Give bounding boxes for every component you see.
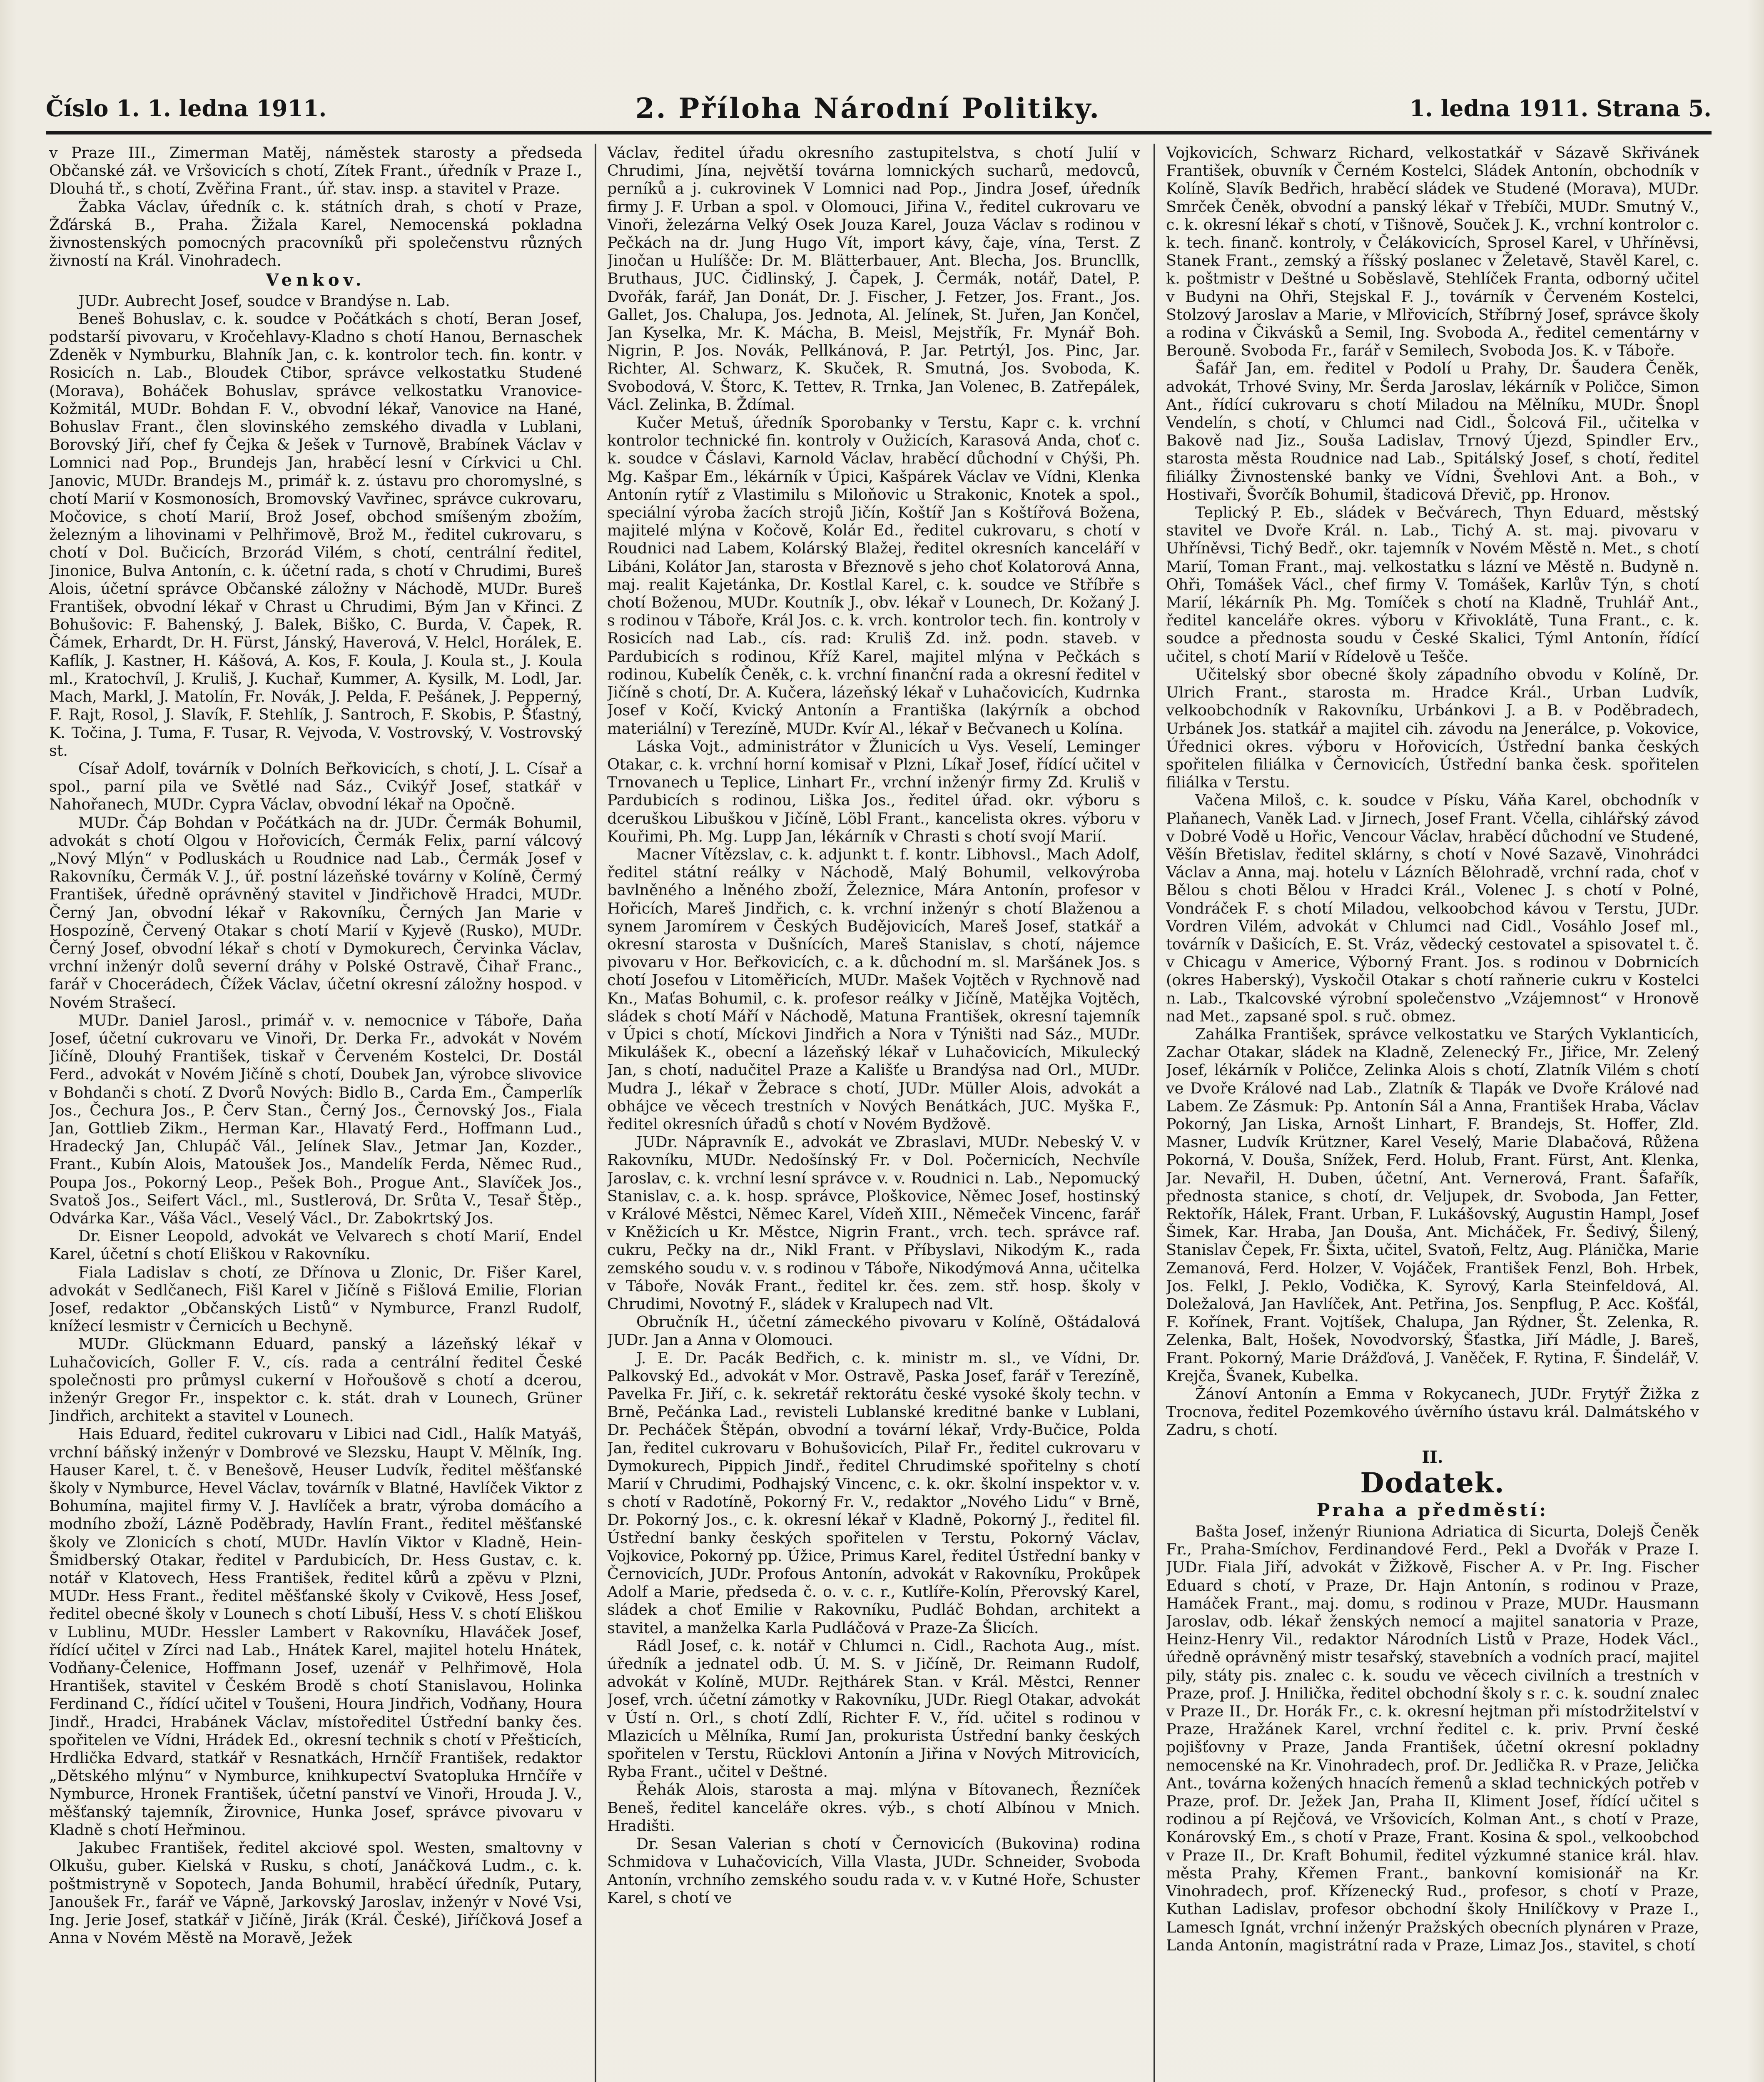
column-2 (607, 144, 1140, 2082)
paragraph: Císař Adolf, továrník v Dolních Beřkovicích, s chotí, J. L. Císař a spol., parní pila ve Světlé nad Sáz., Cvikýř Josef, statkář v Nahořanech, MUDr. Cypra Václav, obvodní lékař na Opočně. (49, 759, 582, 814)
column-1 (49, 144, 582, 2082)
paragraph: Beneš Bohuslav, c. k. soudce v Počátkách s chotí, Beran Josef, podstarší pivovaru, v Kročehlavy-Kladno s chotí Hanou, Bernaschek Zdeněk v Nymburku, Blahník Jan, c. k. kontrolor tech. fin. kontr. v Rosicích n. Lab., Bloudek Ctibor, správce velkostatku Studené (Morava), Boháček Bohuslav, správce velkostatku Vranovice-Kožmitál, MUDr. Bohdan F. V., obvodní lékař, Vanovice na Hané, Bohuslav Frant., člen slovinského zemského divadla v Lublani, Borovský Jiří, chef fy Čejka & Ješek v Turnově, Brabínek Václav v Lomnici nad Pop., Brundejs Jan, hraběcí lesní v Církvici u Chl. Janovic, MUDr. Brandejs M., primář k. z. ústavu pro choromyslné, s chotí Marií v Kosmonosích, Bromovský Vavřinec, správce cukrovaru, Močovice, s chotí Marií, Brož Josef, obchod smíšeným zbožím, železným a lihovinami v Pelhřimově, Brož M., ředitel cukrovaru, s chotí v Dol. Bučicích, Brzorád Vilém, s chotí, centrální ředitel, Jinonice, Bulva Antonín, c. k. účetní rada, s chotí v Chrudimi, Bureš Alois, účetní správce Občanské záložny v Náchodě, MUDr. Bureš František, obvodní lékař v Chrast u Chrudimi, Bým Jan v Křinci. Z Bohušovic: F. Bahenský, J. Balek, Biško, C. Burda, V. Čapek, R. Čámek, Erhardt, Dr. H. Fürst, Jánský, Haverová, V. Helcl, Horálek, E. Kaflík, J. Kastner, H. Kášová, A. Kos, F. Koula, J. Koula st., J. Koula ml., Kratochvíl, J. Kruliš, J. Kuchař, Kummer, A. Kysilk, M. Lodl, Jar. Mach, Markl, J. Matolín, Fr. Novák, J. Pelda, F. Pešánek, J. Pepperný, F. Rajt, Rosol, J. Slavík, F. Stehlík, J. Santroch, F. Skobis, P. Šťastný, K. Točina, J. Tuma, F. Tusar, R. Vejvoda, V. Vostrovský, V. Vostrovský st. (49, 309, 582, 760)
header-supplement-title: 2. Příloha Národní Politiky. (635, 92, 1101, 125)
paragraph: MUDr. Glückmann Eduard, panský a lázeňský lékař v Luhačovicích, Goller F. V., cís. rada a centrální ředitel České společnosti pro průmysl cukerní v Hořoušově s chotí a dcerou, inženýr Gregor Fr., inspektor c. k. stát. drah v Lounech, Grüner Jindřich, architekt a stavitel v Lounech. (49, 1335, 582, 1425)
paragraph: Rádl Josef, c. k. notář v Chlumci n. Cidl., Rachota Aug., míst. úředník a jednatel odb. Ú. M. S. v Jičíně, Dr. Reimann Rudolf, advokát v Kolíně, MUDr. Rejthárek Stan. v Král. Městci, Renner Josef, vrch. účetní zámotky v Rakovníku, JUDr. Riegl Otakar, advokát v Ústí n. Orl., s chotí Zdlí, Richter F. V., říd. učitel s rodinou v Mlazicích u Mělníka, Rumí Jan, prokurista Ústřední banky českých spořitelen v Terstu, Rücklovi Antonín a Jiřina v Nových Mitrovicích, Ryba Frant., učitel v Deštné. (607, 1636, 1140, 1781)
section-subheading: Praha a předměstí: (1316, 1499, 1549, 1520)
column-rule (595, 144, 596, 2082)
paragraph: Jakubec František, ředitel akciové spol. Westen, smaltovny v Olkušu, guber. Kielská v Rusku, s chotí, Janáčková Ludm., c. k. poštmistryně v Sopotech, Janda Bohumil, hraběcí úředník, Putary, Janoušek Fr., farář ve Vápně, Jarkovský Jaroslav, inženýr v Nové Vsi, Ing. Jerie Josef, statkář v Jičíně, Jirák (Král. České), Jiříčková Josef a Anna v Novém Městě na Moravě, Ježek (49, 1839, 582, 1947)
paragraph: Láska Vojt., administrátor v Žlunicích u Vys. Veselí, Leminger Otakar, c. k. vrchní horní komisař v Plzni, Líkař Josef, řídící učitel v Trnovanech u Teplice, Linhart Fr., vrchní inženýr firmy Zd. Kruliš v Pardubicích s rodinou, Liška Jos., ředitel úřad. okr. výboru s dceruškou Libuškou v Jičíně, Löbl Frant., kancelista okres. výboru v Kouřimi, Ph. Mg. Lupp Jan, lékárník v Chrasti s chotí svojí Marií. (607, 737, 1140, 845)
paragraph: J. E. Dr. Pacák Bedřich, c. k. ministr m. sl., ve Vídni, Dr. Palkovský Ed., advokát v Mor. Ostravě, Paska Josef, farář v Terezíně, Pavelka Fr. Jiří, c. k. sekretář rektorátu české vysoké školy techn. v Brně, Pečánka Lad., revisteli Lublanské kreditné banke v Lublani, Dr. Pecháček Štěpán, obvodní a tovární lékař, Vrdy-Bučice, Polda Jan, ředitel cukrovaru v Bohušovicích, Pilař Fr., ředitel cukrovaru v Dymokurech, Pippich Jindř., ředitel Chrudimské spořitelny s chotí Marií v Chrudimi, Podhajský Vincenc, c. k. okr. školní inspektor v. v. s chotí v Radotíně, Pokorný Fr. V., redaktor „Nového Lidu“ v Brně, Dr. Pokorný Jos., c. k. okresní lékař v Kladně, Pokorný J., ředitel fil. Ústřední banky českých spořitelen v Terstu, Pokorný Václav, Vojkovice, Pokorný pp. Úžice, Primus Karel, ředitel Ústřední banky v Černovicích, JUDr. Profous Antonín, advokát v Rakovníku, Prokůpek Adolf a Marie, předseda č. o. v. c. r., Kutlíře-Kolín, Přerovský Karel, sládek a choť Emilie v Rakovníku, Pudláč Bohdan, architekt a stavitel, a manželka Karla Pudláčová v Praze-Za Šlicích. (607, 1349, 1140, 1637)
paragraph: JUDr. Aubrecht Josef, soudce v Brandýse n. Lab. (78, 291, 450, 310)
header-page-number: 1. ledna 1911. Strana 5. (1409, 95, 1712, 122)
paragraph: Řehák Alois, starosta a maj. mlýna v Bítovanech, Řezníček Beneš, ředitel kanceláře okres. výb., s chotí Albínou v Mnich. Hradišti. (607, 1781, 1140, 1835)
section-number: II. (1422, 1447, 1443, 1467)
paragraph: JUDr. Nápravník E., advokát ve Zbraslavi, MUDr. Nebeský V. v Rakovníku, MUDr. Nedošínský Fr. v Dol. Počernicích, Nechvíle Jaroslav, c. k. vrchní lesní správce v. v. Roudnici n. Lab., Nepomucký Stanislav, c. a. k. hosp. správce, Ploškovice, Němec Josef, hostinský v Králové Městci, Němec Karel, Vídeň XIII., Němeček Vincenc, farář v Kněžicích u Kr. Městce, Nigrin Frant., vrch. tech. správce raf. cukru, Pečky na dr., Nikl Frant. v Příbyslavi, Nikodým K., rada zemského soudu v. v. s rodinou v Táboře, Nikodýmová Anna, učitelka v Táboře, Novák Frant., ředitel kr. čes. zem. stř. hosp. školy v Chrudimi, Novotný F., sládek v Kralupech nad Vlt. (607, 1133, 1140, 1313)
paragraph: Šafář Jan, em. ředitel v Podolí u Prahy, Dr. Šaudera Čeněk, advokát, Trhové Sviny, Mr. Šerda Jaroslav, lékárník v Poličce, Simon Ant., řídící cukrovaru s chotí Miladou na Mělníku, MUDr. Šnopl Vendelín, s chotí, v Chlumci nad Cidl., Šolcová Fil., učitelka v Bakově nad Jiz., Souša Ladislav, Trnový Újezd, Spindler Erv., starosta města Roudnice nad Lab., Spitálský Josef, s chotí, ředitel filiálky Živnostenské banky ve Vídni, Švehlovi Ant. a Boh., v Hostivaři, Švorčík Bohumil, štadicová Dřevič, pp. Hronov. (1166, 359, 1699, 503)
column-3 (1166, 144, 1699, 2082)
paragraph: Vačena Miloš, c. k. soudce v Písku, Váňa Karel, obchodník v Plaňanech, Vaněk Lad. v Jirnech, Josef Frant. Včella, cihlářský závod v Dobré Vodě u Hořic, Vencour Václav, hraběcí důchodní ve Studené, Věšín Břetislav, ředitel sklárny, s chotí v Nové Sazavě, Vinohrádci Václav a Anna, maj. hotelu v Lázních Bělohradě, vrchní rada, choť v Bělou s choti Bělou v Hradci Král., Volenec J. s chotí v Polné, Vondráček F. s chotí Miladou, velkoobchod kávou v Terstu, JUDr. Vordren Vilém, advokát v Chlumci nad Cidl., Vosáhlo Josef ml., továrník v Dašicích, E. St. Vráz, vědecký cestovatel a spisovatel t. č. v Chicagu v Americe, Výborný Frant. Jos. s rodinou v Dobrnicích (okres Haberský), Vyskočil Otakar s chotí raňnerie cukru v Kostelci n. Lab., Tkalcovské výrobní společenstvo „Vzájemnost“ v Hronově nad Met., zapsané spol. s ruč. obmez. (1166, 791, 1699, 1025)
paragraph: Teplický P. Eb., sládek v Bečvárech, Thyn Eduard, městský stavitel ve Dvoře Král. n. Lab., Tichý A. st. maj. pivovaru v Uhříněvsi, Tichý Bedř., okr. tajemník v Novém Městě n. Met., s chotí Marií, Toman Frant., maj. velkostatku s lázní ve Městě n. Budyně n. Ohři, Tomášek Václ., chef firmy V. Tomášek, Karlův Týn, s chotí Marií, lékárník Ph. Mg. Tomíček s chotí na Kladně, Truhlář Ant., ředitel kanceláře okres. výboru v Křivoklátě, Tuna Frant., c. k. soudce a přednosta soudu v České Skalici, Týml Antonín, řídící učitel, s chotí Marií v Rídelově u Tešče. (1166, 503, 1699, 665)
paragraph: Zahálka František, správce velkostatku ve Starých Vyklanticích, Zachar Otakar, sládek na Kladně, Zelenecký Fr., Jiřice, Mr. Zelený Josef, lékárník v Poličce, Zelinka Alois s chotí, Zlatník Vilém s chotí ve Dvoře Králové nad Lab., Zlatník & Tlapák ve Dvoře Králové nad Labem. Ze Zásmuk: Pp. Antonín Sál a Anna, František Hraba, Václav Pokorný, Jan Liska, Arnošt Linhart, F. Brandejs, St. Hoffer, Zld. Masner, Ludvík Krützner, Karel Veselý, Marie Dlabačová, Růžena Pokorná, V. Douša, Snížek, Ferd. Holub, Frant. Fürst, Ant. Klenka, Jar. Nevařil, H. Duben, účetní, Ant. Vernerová, Frant. Šafařík, přednosta stanice, s chotí, dr. Veljupek, dr. Svoboda, Jan Fetter, Rektořík, Hálek, Frant. Urban, F. Lukášovský, Augustin Hampl, Josef Šimek, Kar. Hraba, Jan Douša, Ant. Micháček, Fr. Šedivý, Šilený, Stanislav Čepek, Fr. Šixta, učitel, Svatoň, Feltz, Aug. Plánička, Marie Zemanová, Ferd. Holzer, V. Vojáček, František Fenzl, Boh. Hrbek, Jos. Felkl, J. Peklo, Vodička, K. Syrový, Karla Steinfeldová, Al. Doležalová, Jan Havlíček, Ant. Petřina, Jos. Senpflug, P. Acc. Košťál, F. Kořínek, Frant. Vojtíšek, Chalupa, Jan Rýdner, Št. Zelenka, R. Zelenka, Balt, Hošek, Novodvorský, Šťastka, Jiří Mádle, J. Bareš, Frant. Pokorný, Marie Drážďová, J. Vaněček, F. Rytina, F. Šindelář, V. Krejča, Švanek, Kubelka. (1166, 1025, 1699, 1385)
paragraph: Dr. Eisner Leopold, advokát ve Velvarech s chotí Marií, Endel Karel, účetní s chotí Eliškou v Rakovníku. (49, 1227, 582, 1263)
paragraph: Obručník H., účetní zámeckého pivovaru v Kolíně, Oštádalová JUDr. Jan a Anna v Olomouci. (607, 1313, 1140, 1349)
paragraph: MUDr. Daniel Jarosl., primář v. v. nemocnice v Táboře, Daňa Josef, účetní cukrovaru ve Vinoři, Dr. Derka Fr., advokát v Novém Jičíně, Dlouhý František, tiskař v Červeném Kostelci, Dr. Dostál Ferd., advokát v Novém Jičíně s chotí, Doubek Jan, výrobce slivovice v Bohdanči s chotí. Z Dvorů Nových: Bidlo B., Carda Em., Čamperlík Jos., Čechura Jos., P. Červ Stan., Černý Jos., Černovský Jos., Fiala Jan, Gottlieb Zikm., Herman Kar., Hlavatý Ferd., Hoffmann Lud., Hradecký Jan, Chlupáč Vál., Jelínek Slav., Jetmar Jan, Kozder., Frant., Kubín Alois, Matoušek Jos., Mandelík Ferda, Němec Rud., Poupa Jos., Pokorný Leop., Pešek Boh., Progue Ant., Slavíček Jos., Svatoš Jos., Seifert Václ., ml., Sustlerová, Dr. Srůta V., Tesař Štěp., Odvárka Kar., Váša Václ., Veselý Václ., Dr. Zabokrtský Jos. (49, 1011, 582, 1227)
paragraph: Dr. Sesan Valerian s chotí v Černovicích (Bukovina) rodina Schmidova v Luhačovicích, Villa Vlasta, JUDr. Schneider, Svoboda Antonín, vrchního zemského soudu rada v. v. v Kutné Hoře, Schuster Karel, s chotí ve (607, 1835, 1140, 1907)
header-issue-date: Číslo 1. 1. ledna 1911. (46, 95, 327, 122)
paragraph: Macner Vítězslav, c. k. adjunkt t. f. kontr. Libhovsl., Mach Adolf, ředitel státní reálky v Náchodě, Malý Bohumil, velkovýroba bavlněného a lněného zboží, Železnice, Mára Antonín, profesor v Hořicích, Mareš Jindřich, c. k. vrchní inženýr s chotí Blaženou a synem Jaromírem v Českých Budějovicích, Mareš Josef, statkář a okresní starosta v Dušnících, Mareš Stanislav, s chotí, nájemce pivovaru v Hor. Beřkovicích, c. a k. důchodní m. sl. Maršánek Jos. s chotí Josefou v Litoměřicích, MUDr. Mašek Vojtěch v Rychnově nad Kn., Maťas Bohumil, c. k. profesor reálky v Jičíně, Matějka Vojtěch, sládek s chotí Máří v Náchodě, Matuna František, okresní tajemník v Úpici s chotí, Míckovi Jindřich a Nora v Týništi nad Sáz., MUDr. Mikulášek K., obecní a lázeňský lékař v Luhačovicích, Mikulecký Jan, s chotí, nadučitel Praze a Kališťe u Brandýsa nad Orl., MUDr. Mudra J., lékař v Žebrace s chotí, JUDr. Müller Alois, advokát a obhájce ve věcech trestních v Nových Benátkách, JUC. Myška F., ředitel okresních úřadů s chotí v Novém Bydžově. (607, 845, 1140, 1133)
paragraph: Bašta Josef, inženýr Riuniona Adriatica di Sicurta, Dolejš Čeněk Fr., Praha-Smíchov, Ferdinandové Ferd., Pekl a Dvořák v Praze I. JUDr. Fiala Jiří, advokát v Žižkově, Fischer A. v Pr. Ing. Fischer Eduard s chotí, v Praze, Dr. Hajn Antonín, s rodinou v Praze, Hamáček Frant., maj. domu, s rodinou v Praze, MUDr. Hausmann Jaroslav, odb. lékař ženských nemocí a majitel sanatoria v Praze, Heinz-Henry Vil., redaktor Národních Listů v Praze, Hodek Václ., úředně oprávněný mistr tesařský, stavebních a vodních prací, majitel pily, státy pis. znalec c. k. soudu ve věcech civilních a trestních v Praze, prof. J. Hnilička, ředitel obchodní školy s r. c. k. soudní znalec v Praze II., Dr. Horák Fr., c. k. okresní hejtman při místodržitelství v Praze, Hražánek Karel, vrchní ředitel c. k. priv. První české pojišťovny v Praze, Janda František, účetní okresní pokladny nemocenské na Kr. Vinohradech, prof. Dr. Jedlička R. v Praze, Jelička Ant., továrna kožených hnacích řemenů a sklad technických potřeb v Praze, prof. Dr. Ježek Jan, Praha II, Kliment Josef, řídící učitel s rodinou a pí Rejčová, ve Vršovicích, Kolman Ant., s chotí v Praze, Konárovský Em., s chotí v Praze, Frant. Kosina & spol., velkoobchod v Praze II., Dr. Kraft Bohumil, ředitel výzkumné stanice král. hlav. města Prahy, Křemen Frant., bankovní komisionář na Kr. Vinohradech, prof. Křízenecký Rud., profesor, s chotí v Praze, Kuthan Ladislav, profesor obchodní školy Hnilíčkovy v Praze I., Lamesch Ignát, vrchní inženýr Pražských obecních plynáren v Praze, Landa Antonín, magistrátní rada v Praze, Limaz Jos., stavitel, s chotí (1166, 1522, 1699, 1954)
paragraph: Vojkovicích, Schwarz Richard, velkostatkář v Sázavě Skřivánek František, obuvník v Černém Kostelci, Sládek Antonín, obchodník v Kolíně, Slavík Bedřich, hraběcí sládek ve Studené (Morava), MUDr. Smrček Čeněk, obvodní a panský lékař v Třebíči, MUDr. Smutný V., c. k. okresní lékař s chotí, v Tišnově, Souček J. K., vrchní kontrolor c. k. tech. finanč. kontroly, v Čelákovicích, Sprosel Karel, v Uhříněvsi, Stanek Frant., zemský a říšský poslanec v Želetavě, Stavěl Karel, c. k. poštmistr v Deštné u Soběslavě, Stehlíček Franta, odborný učitel v Budyni na Ohři, Stejskal F. J., továrník v Červeném Kostelci, Stolzový Jaroslav a Marie, v Mlřovicích, Stříbrný Josef, správce školy a rodina v Čikvásků a Semil, Ing. Svoboda A., ředitel cementárny v Berouně. Svoboda Fr., farář v Semilech, Svoboda Jos. K. v Táboře. (1166, 144, 1699, 360)
paragraph: Fiala Ladislav s chotí, ze Dřínova u Zlonic, Dr. Fišer Karel, advokát v Sedlčanech, Fišl Karel v Jičíně s Fišlová Emilie, Florian Josef, redaktor „Občanských Listů“ v Nymburce, Franzl Rudolf, knížecí lesmistr v Černicích u Bechyně. (49, 1263, 582, 1335)
section-title-dodatek: Dodatek. (1360, 1466, 1505, 1499)
column-rule (1154, 144, 1155, 2082)
paragraph: Žabka Václav, úředník c. k. státních drah, s chotí v Praze, Žďárská B., Praha. Žižala Karel, Nemocenská pokladna živnostenských pomocných pracovníků při společenstvu různých živností na Král. Vinohradech. (49, 197, 582, 270)
paragraph: Učitelský sbor obecné školy západního obvodu v Kolíně, Dr. Ulrich Frant., starosta m. Hradce Král., Urban Ludvík, velkoobchodník v Rakovníku, Urbánkovi J. a B. v Poděbradech, Urbánek Jos. statkář a majitel cih. závodu na Jenerálce, p. Vokovice, Úřednici okres. výboru v Hořovicích, Ústřední banka českých spořitelen filiálka v Černovicích, Ústřední banka česk. spořitelen filiálka v Terstu. (1166, 665, 1699, 792)
paragraph: v Praze III., Zimerman Matěj, náměstek starosty a předseda Občanské záł. ve Vršovicích s chotí, Zítek Frant., úředník v Praze I., Dlouhá tř., s chotí, Zvěřina Frant., úř. stav. insp. a stavitel v Praze. (49, 144, 582, 198)
section-heading: Venkov. (266, 270, 366, 290)
paragraph: Žánoví Antonín a Emma v Rokycanech, JUDr. Frytýř Žižka z Trocnova, ředitel Pozemkového úvěrního ústavu král. Dalmátského v Zadru, s chotí. (1166, 1385, 1699, 1439)
paragraph: Hais Eduard, ředitel cukrovaru v Libici nad Cidl., Halík Matyáš, vrchní báňský inženýr v Dombrové ve Slezsku, Haupt V. Mělník, Ing. Hauser Karel, t. č. v Benešově, Heuser Ludvík, ředitel měšťanské školy v Nymburce, Hevel Václav, továrník v Blatné, Havlíček Viktor z Bohumína, majitel firmy V. J. Havlíček a bratr, výroba domácího a modního zboží, Lázně Poděbrady, Havlín Frant., ředitel měšťanské školy ve Zlonicích s chotí, MUDr. Havlín Viktor v Kladně, Hein-Šmidberský Otakar, ředitel v Pardubicích, Dr. Hess Gustav, c. k. notář v Klatovech, Hess František, ředitel kůrů a zpěvu v Plzni, MUDr. Hess Frant., ředitel měšťanské školy v Cvikově, Hess Josef, ředitel obecné školy v Lounech s chotí Libuší, Hess V. s chotí Eliškou v Lublinu, MUDr. Hessler Lambert v Rakovníku, Hlaváček Josef, řídící učitel v Zírci nad Lab., Hnátek Karel, majitel hotelu Hnátek, Vodňany-Čelenice, Hoffmann Josef, uzenář v Pelhřimově, Hola Hrantišek, stavitel v Českém Brodě s chotí Stanislavou, Holinka Ferdinand C., řídící učitel v Toušeni, Houra Jindřich, Vodňany, Houra Jindř., Hradci, Hrabánek Václav, místoředitel Ústřední banky čes. spořitelen ve Vídni, Hrádek Ed., okresní technik s chotí v Přešticích, Hrdlička Edvard, statkář v Resnatkách, Hrnčíř František, redaktor „Dětského mlýnu“ v Nymburce, knihkupectví Svatopluka Hrnčíře v Nymburce, Hronek František, účetní panství ve Vinoři, Hrouda J. V., měšťanský tajemník, Žirovnice, Hunka Josef, správce pivovaru v Kladně s chotí Heřminou. (49, 1425, 582, 1839)
paragraph: MUDr. Čáp Bohdan v Počátkách na dr. JUDr. Čermák Bohumil, advokát s chotí Olgou v Hořovicích, Čermák Felix, parní válcový „Nový Mlýn“ v Podluskách u Roudnice nad Lab., Čermák Josef v Rakovníku, Čermák V. J., úř. postní lázeňské továrny v Kolíně, Čermý František, úředně oprávněný stavitel v Jindřichově Hradci, MUDr. Černý Jan, obvodní lékař v Rakovníku, Černých Jan Marie v Hospozíně, Červený Otakar s chotí Marií v Kyjevě (Rusko), MUDr. Černý Josef, obvodní lékař s chotí v Dymokurech, Červinka Václav, vrchní inženýr dolů severní dráhy v Polské Ostravě, Čihař Franc., farář v Chocerádech, Čížek Václav, účetní okresní záložny hospod. v Novém Strašecí. (49, 813, 582, 1011)
paragraph: Kučer Metuš, úředník Sporobanky v Terstu, Kapr c. k. vrchní kontrolor technické fin. kontroly v Oužicích, Karasová Anda, choť c. k. soudce v Čáslavi, Karnold Václav, hraběcí důchodní v Chýši, Ph. Mg. Kašpar Em., lékárník v Úpici, Kašpárek Václav ve Vídni, Klenka Antonín rytíř z Vlastimilu s Miloňovic u Strakonic, Knotek a spol., speciální výroba žacích strojů Jičín, Koštíř Jan s Koštířová Božena, majitelé mlýna v Kočově, Kolár Ed., ředitel cukrovaru, s chotí v Roudnici nad Labem, Kolárský Blažej, ředitel okresních kanceláří v Libáni, Kolátor Jan, starosta v Březnově s jeho choť Kolatorová Anna, maj. realit Kajetánka, Dr. Kostlal Karel, c. k. soudce ve Stříbře s chotí Boženou, MUDr. Koutník J., obv. lékař v Lounech, Dr. Kožaný J. s rodinou v Táboře, Král Jos. c. k. vrch. kontrolor tech. fin. kontroly v Rosicích nad Lab., cís. rad: Kruliš Zd. inž. podn. staveb. v Pardubicích s rodinou, Kříž Karel, majitel mlýna v Pečkách s rodinou, Kubelík Čeněk, c. k. vrchní finanční rada a okresní ředitel v Jičíně s chotí, Dr. A. Kučera, lázeňský lékař v Luhačovicích, Kudrnka Josef v Kočí, Kvický Antonín a Františka (lakýrník a obchod materiální) v Terezíně, MUDr. Kvír Al., lékař v Bečvanech u Kolína. (607, 413, 1140, 737)
page-header (46, 85, 1712, 134)
paragraph: Václav, ředitel úřadu okresního zastupitelstva, s chotí Julií v Chrudimi, Jína, největší továrna lomnických sucharů, medovců, perníků a j. cukrovinek V Lomnici nad Pop., Jindra Josef, úředník firmy J. F. Urban a spol. v Olomouci, Jiřina V., ředitel cukrovaru ve Vinoři, železárna Velký Osek Jouza Karel, Jouza Václav s rodinou v Pečkách na dr. Jung Hugo Vít, import kávy, čaje, vína, Terst. Z Jinočan u Hulíšče: Dr. M. Blätterbauer, Ant. Blecha, Jos. Bruncllk, Bruthaus, JUC. Čidlinský, J. Čapek, J. Čermák, notář, Datel, P. Dvořák, farář, Jan Donát, Dr. J. Fischer, J. Fetzer, Jos. Frant., Jos. Gallet, Jos. Chalupa, Jos. Jednota, Al. Jelínek, St. Juřen, Jan Končel, Jan Kyselka, Mr. K. Mácha, B. Meisl, Mejstřík, Fr. Mynář Boh. Nigrin, P. Jos. Novák, Pellkánová, P. Jar. Petrtýl, Jos. Pinc, Jar. Richter, Al. Schwarz, K. Skuček, R. Smutná, Jos. Svoboda, K. Svobodová, V. Štorc, K. Tettev, R. Trnka, Jan Volenec, B. Zatřepálek, Václ. Zelinka, B. Ždímal. (607, 144, 1140, 413)
